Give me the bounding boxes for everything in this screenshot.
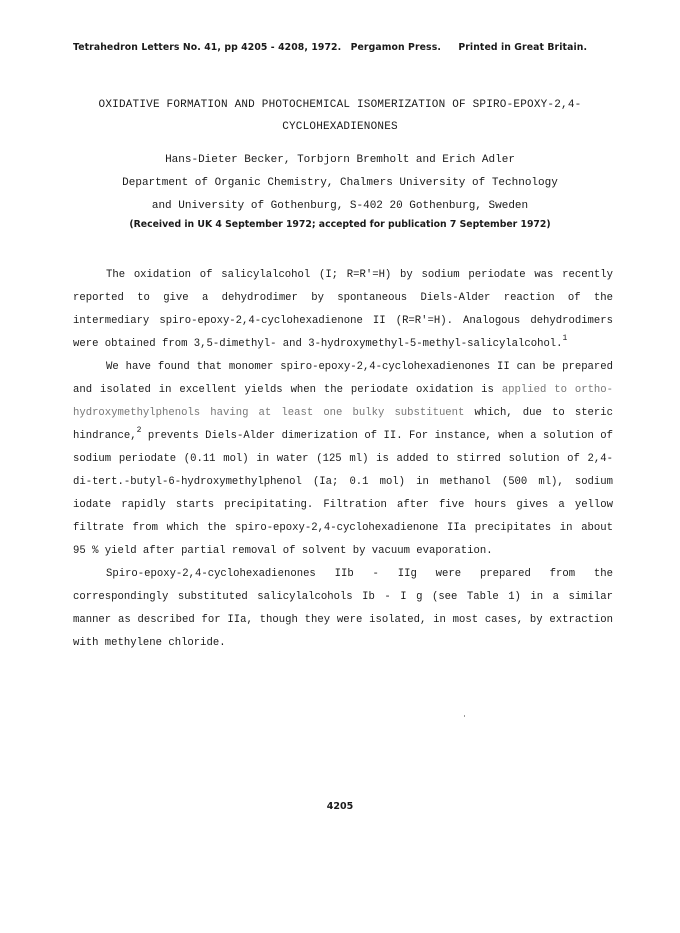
paragraph-3 [73, 563, 613, 655]
paragraph-2-faint-line: applied to ortho-hydroxymethylphenols having at least one bulky substituent [73, 384, 614, 419]
paragraph-3-text: Spiro-epoxy-2,4-cyclohexadienones IIb - IIg were prepared from the correspondingly substituted salicylalcohols Ib - I g (see Table 1) in a similar manner as described for IIa, though they were isolated, in most cases, by extraction with methylene chloride. [73, 568, 613, 649]
received-dates: (Received in UK 4 September 1972; accepted for publication 7 September 1972) [129, 219, 551, 230]
paragraph-2-part-1: We have found that monomer spiro-epoxy-2,4-cyclohexadienones II can be prepared and isolated in excellent yields when the periodate oxidation is [73, 361, 613, 396]
paragraph-1 [73, 264, 613, 356]
paragraph-1-text: The oxidation of salicylalcohol (I; R=R′=H) by sodium periodate was recently reported to give a dehydrodimer by spontaneous Diels-Alder reaction of the intermediary spiro-epoxy-2,4-cyclohexadienone II (R=R′=H). Analogous dehydrodimers were obtained from 3,5-dimethyl- and 3-hydroxymethyl-5-methyl-salicylalcohol. [73, 269, 613, 350]
page-number: 4205 [326, 801, 354, 812]
affiliation-line-1: Department of Organic Chemistry, Chalmers University of Technology [122, 177, 558, 189]
reference-1: 1 [562, 334, 568, 343]
paragraph-2-part-3: which, due to steric hindrance, [73, 407, 613, 442]
title-line-1: OXIDATIVE FORMATION AND PHOTOCHEMICAL ISOMERIZATION OF SPIRO-EPOXY-2,4- [98, 99, 582, 111]
scan-speck [464, 715, 465, 717]
author-block [0, 149, 680, 218]
article-body [73, 264, 613, 655]
paragraph-2 [73, 356, 613, 563]
printed-note: Printed in Great Britain. [458, 42, 588, 53]
reference-2: 2 [136, 426, 142, 435]
paragraph-2-part-4: prevents Diels-Alder dimerization of II. For instance, when a solution of sodium periodate (0.11 mol) in water (125 ml) is added to stirred solution of 2,4-di-tert.-butyl-6-hydroxymethylphenol (Ia; 0.1 mol) in methanol (500 ml), sodium iodate rapidly starts precipitating. Filtration after five hours gives a yellow filtrate from which the spiro-epoxy-2,4-cyclohexadienone IIa precipitates in about 95 % yield after partial removal of solvent by vacuum evaporation. [73, 430, 613, 557]
publisher-name: Pergamon Press. [350, 42, 441, 53]
running-header [73, 42, 633, 53]
author-names: Hans-Dieter Becker, Torbjorn Bremholt and Erich Adler [165, 154, 515, 166]
affiliation-line-2: and University of Gothenburg, S-402 20 Gothenburg, Sweden [151, 200, 529, 212]
journal-citation: Tetrahedron Letters No. 41, pp 4205 - 4208, 1972. [73, 42, 342, 53]
title-line-2: CYCLOHEXADIENONES [282, 121, 398, 133]
article-title [0, 94, 680, 138]
